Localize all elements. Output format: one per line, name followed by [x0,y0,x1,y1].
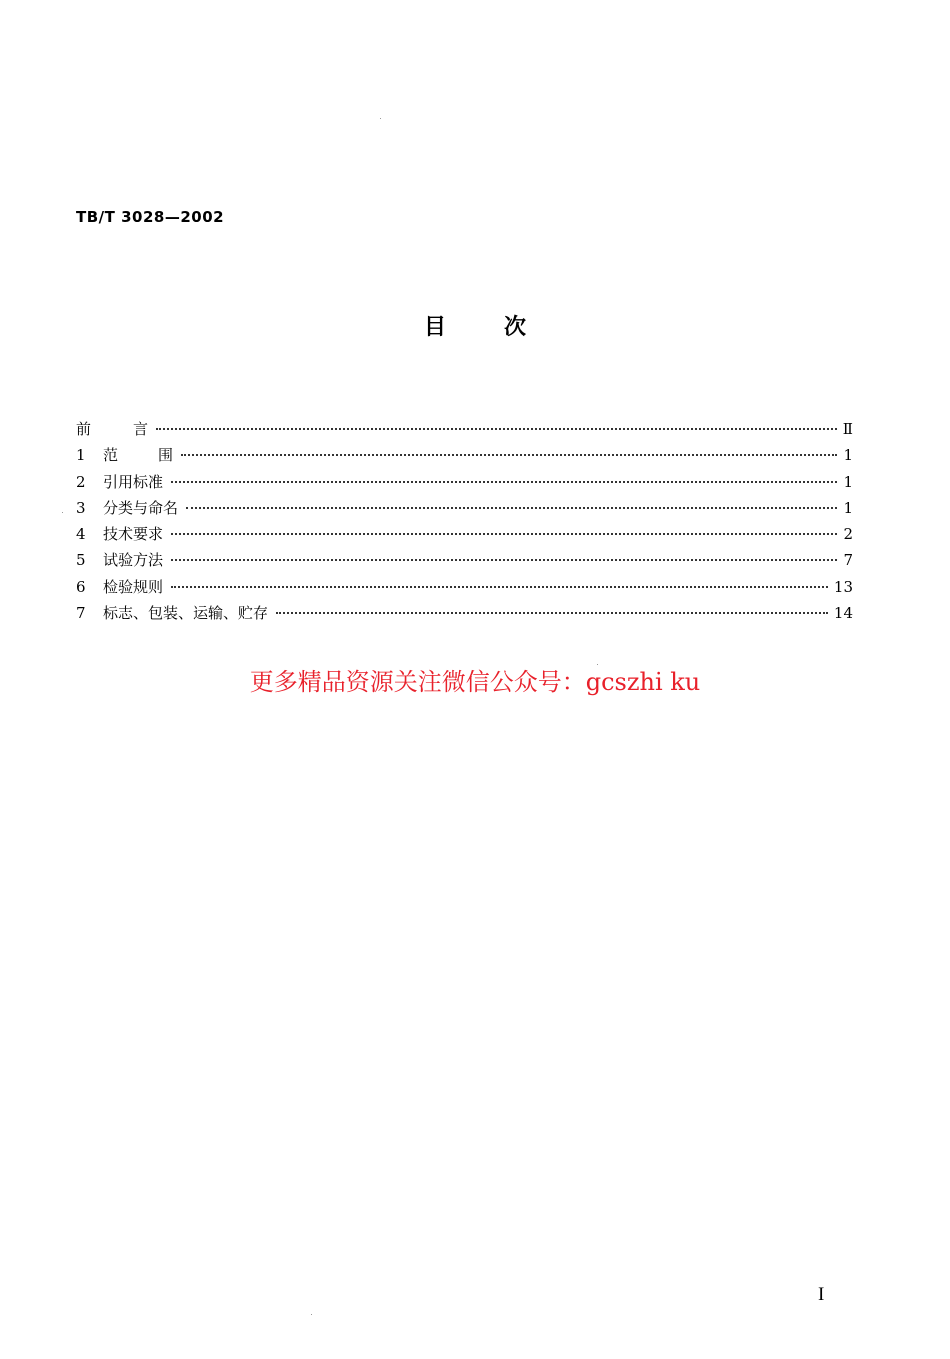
leader-dots [276,612,828,614]
toc-entry-page: 1 [843,472,853,491]
scan-speck [380,118,381,119]
toc-label-part: 围 [157,446,173,465]
toc-label-part: 范 [103,446,119,465]
toc-entry-page: 14 [833,604,853,623]
toc-entry-label: 标志、包装、运输、贮存 [103,604,269,623]
toc-entry-page: 2 [843,525,853,544]
toc-entry-label [103,442,181,468]
toc-entry-label: 试验方法 [103,551,164,570]
toc-entry-test-methods[interactable] [76,547,853,573]
toc-entry-scope[interactable] [76,442,853,468]
leader-dots [171,586,828,588]
standard-code: TB/T 3028—2002 [76,208,225,226]
toc-entry-label [76,416,156,442]
toc-label-part: 前 [76,420,92,438]
toc-entry-page: 1 [843,446,853,465]
leader-dots [171,481,837,483]
toc-entry-foreword[interactable] [76,416,853,442]
toc-entry-classification[interactable] [76,495,853,521]
toc-title [0,310,950,341]
toc-entry-number: 2 [76,472,86,491]
leader-dots [171,533,837,535]
toc-entry-number: 3 [76,498,86,517]
toc-entry-label: 分类与命名 [103,498,179,517]
leader-dots [171,559,837,561]
leader-dots [156,428,837,430]
toc-entry-number: 5 [76,551,86,570]
scan-speck [62,512,63,513]
toc-entry-page: Ⅱ [842,420,853,438]
toc-entry-number: 1 [76,446,86,465]
leader-dots [186,507,837,509]
scan-speck [597,664,598,665]
toc-entry-number: 6 [76,577,86,596]
toc-entry-marking-packaging[interactable] [76,600,853,626]
toc-list [76,416,853,626]
toc-label-part: 言 [132,420,148,438]
toc-entry-label: 检验规则 [103,577,164,596]
page-number: I [818,1284,825,1305]
toc-entry-label: 技术要求 [103,525,164,544]
toc-entry-page: 1 [843,498,853,517]
toc-title-char-2: 次 [504,315,527,340]
toc-entry-normative-references[interactable] [76,469,853,495]
scan-speck [311,1314,312,1315]
toc-title-char-1: 目 [423,315,446,340]
toc-entry-inspection-rules[interactable] [76,574,853,600]
toc-entry-label: 引用标准 [103,472,164,491]
toc-entry-page: 7 [843,551,853,570]
leader-dots [181,454,837,456]
toc-entry-number: 4 [76,525,86,544]
toc-entry-number: 7 [76,604,86,623]
toc-entry-technical-requirements[interactable] [76,521,853,547]
toc-entry-page: 13 [833,577,853,596]
promo-text: 更多精品资源关注微信公众号：gcszhi ku [249,668,701,696]
